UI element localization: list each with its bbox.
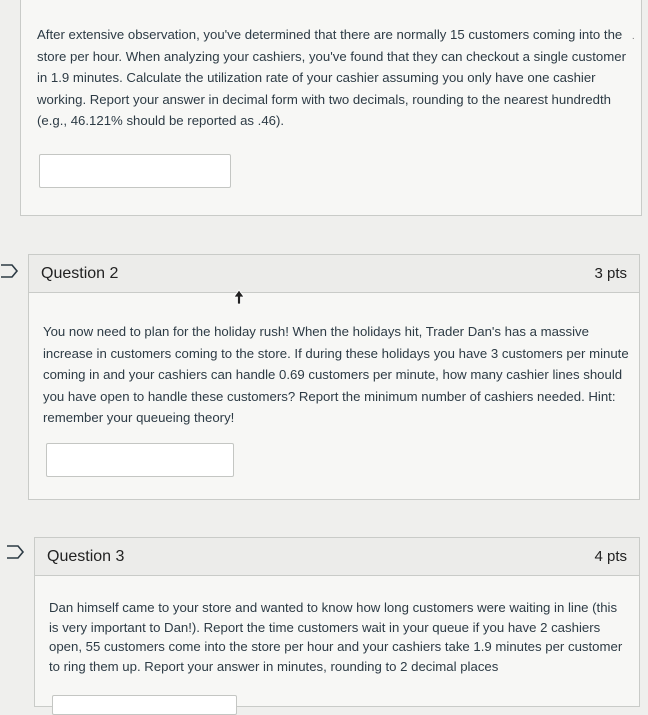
question-2-header: [29, 255, 639, 293]
question-1-card: [20, 0, 642, 216]
question-2-text: You now need to plan for the holiday rush! When the holidays hit, Trader Dan's has a massive increase in customers coming to the store. If during these holidays you have 3 customers per minute coming in and your cashiers can handle 0.69 customers per minute, how many cashier lines should you have open to handle these customers? Report the minimum number of cashiers needed. Hint: remember your queueing theory!: [43, 324, 629, 426]
question-3-title: Question 3: [47, 547, 125, 565]
question-2-points: 3 pts: [594, 265, 627, 282]
question-3-text: Dan himself came to your store and wanted to know how long customers were waiting in line (this is very important to Dan!). Report the time customers wait in your queue if you have 2 cashiers open, 55 customers come into the store per hour and your cashiers take 1.9 minutes per customer to ring them up. Report your answer in minutes, rounding to 2 decimal places: [49, 600, 623, 674]
scroll-indicator: ·: [631, 33, 635, 44]
question-1-text: After extensive observation, you've determined that there are normally 15 customers coming into the store per hour. When analyzing your cashiers, you've found that they can checkout a single customer in 1.9 minutes. Calculate the utilization rate of your cashier assuming you only have one cashier working. Report your answer in decimal form with two decimals, rounding to the nearest hundredth (e.g., 46.121% should be reported as .46).: [37, 27, 626, 129]
question-1-answer-input[interactable]: [39, 154, 231, 188]
question-2-answer-input[interactable]: [46, 443, 234, 477]
question-3-header: [35, 538, 639, 576]
question-2-card: [28, 254, 640, 500]
question-3-answer-input[interactable]: [52, 695, 237, 715]
question-3-card: [34, 537, 640, 707]
mouse-cursor-icon: [232, 289, 246, 305]
flag-question-icon[interactable]: [0, 262, 20, 280]
flag-question-icon[interactable]: [6, 543, 26, 561]
question-2-title: Question 2: [41, 264, 119, 282]
question-3-points: 4 pts: [594, 548, 627, 565]
